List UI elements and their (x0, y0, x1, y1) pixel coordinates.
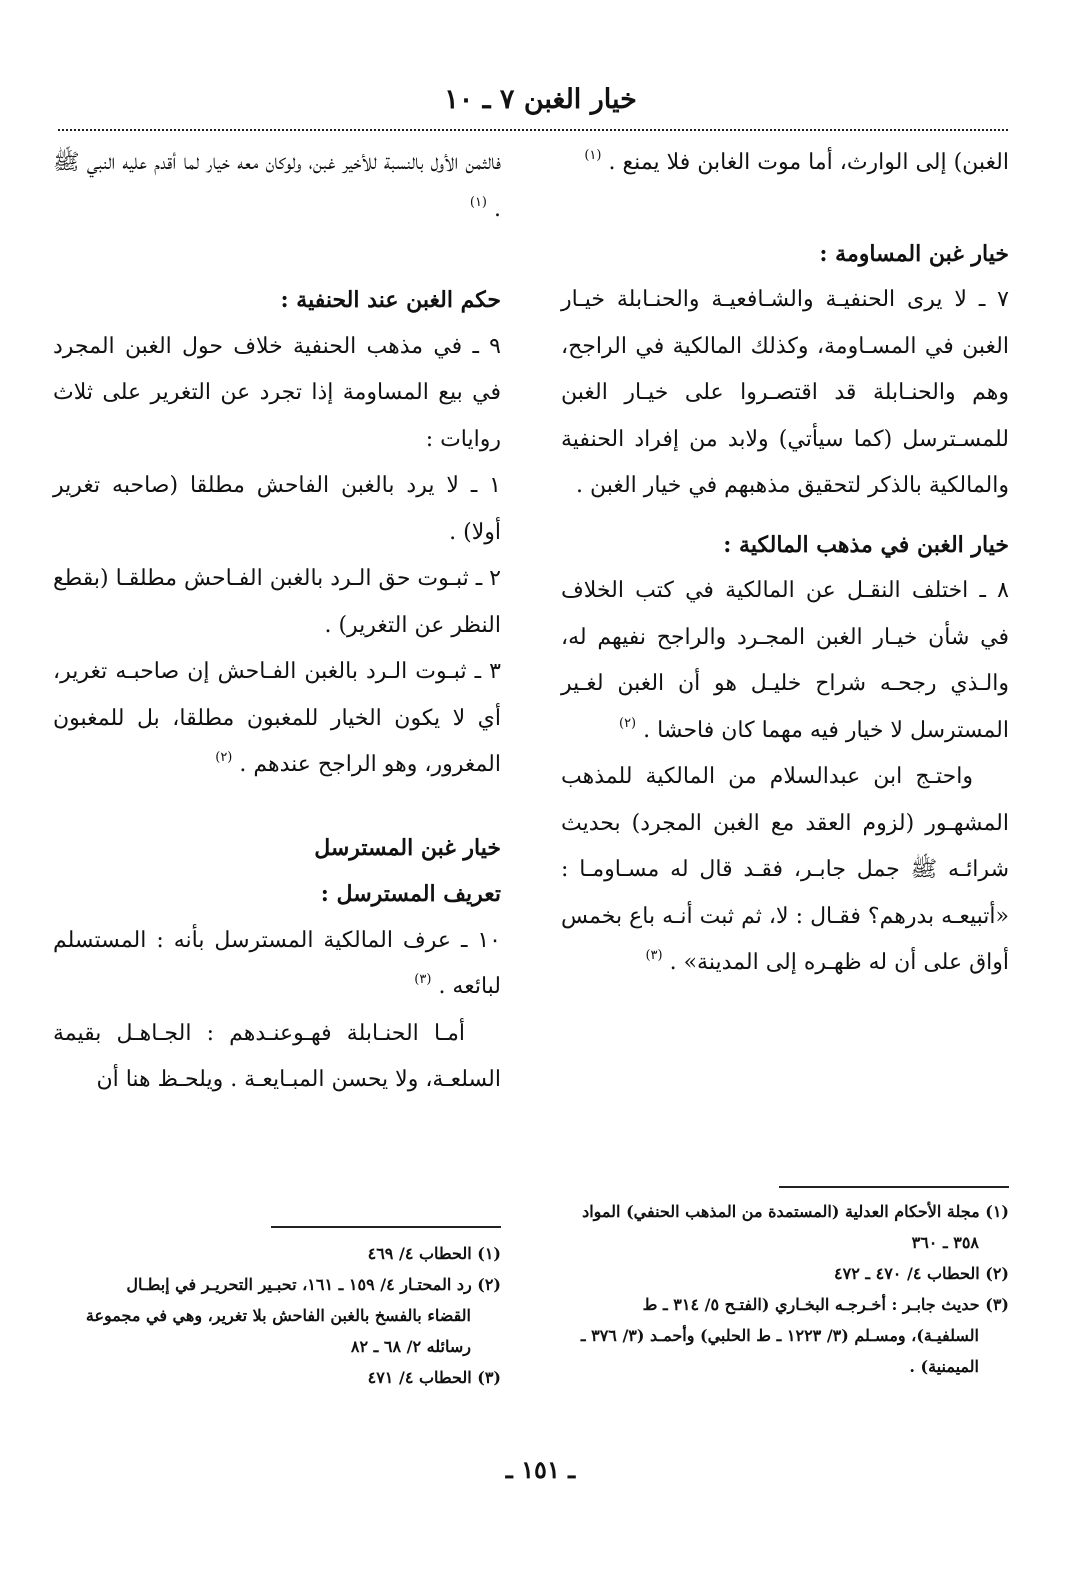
right-column (561, 140, 1009, 987)
footnote-divider-left (271, 1226, 501, 1228)
footnote-item: (٣) الحطاب ٤/ ٤٧١ (367, 1368, 501, 1387)
footnote-continuation: السلفيـة)، ومسـلم (٣/ ١٢٢٣ ـ ط الحلبي) وأحمـد (٣/ ٣٧٦ ـ الميمنية) . (580, 1326, 979, 1376)
footnote-divider-right (779, 1186, 1009, 1188)
header-dotted-divider (58, 129, 1008, 131)
footnote-ref[interactable]: (٣) (414, 972, 432, 987)
footnote-ref[interactable]: (٢) (215, 750, 233, 765)
footnote-ref[interactable]: (١) (584, 148, 602, 163)
footnote-item: (٢) الحطاب ٤/ ٤٧٠ ـ ٤٧٢ (834, 1264, 1009, 1283)
footnote-ref[interactable]: (١) (469, 194, 487, 210)
footnotes-right (561, 1196, 1009, 1382)
paragraph-8b: واحتـج ابن عبدالسلام من المالكية للمذهب المشهـور (لزوم العقد مع الغبن المجرد) بحديث شرائـه ﷺ جمل جابـر، فقـد قال له مسـاومـا : «أتبيعـه بدرهم؟ فقـال : لا، ثم ثبت أنـه باع بخمس أواق على أن له ظهـره إلى المدينة» . $^{(٣)}$ (561, 764, 1009, 975)
page-header-title: خيار الغبن ٧ ـ ١٠ (444, 84, 637, 115)
left-column (53, 140, 501, 1104)
footnotes-left (53, 1238, 501, 1393)
paragraph-9-item-2: ٢ ـ ثبـوت حق الـرد بالغبن الفـاحش مطلقـا (بقطع النظر عن التغرير) . (53, 566, 501, 638)
heading-musawama: خيار غبن المساومة : (819, 240, 1009, 267)
paragraph-10b: أمـا الحنـابلة فهـوعنـدهم : الجـاهـل بقيمة السلعـة، ولا يحسن المبـايعـة . ويلحـظ هنا أن (53, 1020, 501, 1092)
left-intro-paragraph: فالثمن الأول بالنسبة للأخير غبن، ولوكان معه خيار لما أقدم عليه النبي ﷺ . $^{(١)}$ (53, 150, 501, 222)
paragraph-10: ١٠ ـ عرف المالكية المسترسل بأنه : المستسلم لبائعه . $^{(٣)}$ (53, 927, 501, 999)
footnote-ref[interactable]: (٣) (645, 948, 663, 963)
right-intro-paragraph: الغبن) إلى الوارث، أما موت الغابن فلا يمنع . $^{(١)}$ (584, 148, 1009, 175)
heading-maliki: خيار الغبن في مذهب المالكية : (723, 531, 1009, 558)
footnote-continuation: القضاء بالفسخ بالغبن الفاحش بلا تغرير، وهي في مجموعة رسائله ٢/ ٦٨ ـ ٨٢ (85, 1306, 471, 1356)
heading-hanafi: حكم الغبن عند الحنفية : (280, 287, 501, 313)
footnote-continuation: ٣٥٨ ـ ٣٦٠ (911, 1233, 979, 1252)
footnote-ref[interactable]: (٢) (618, 715, 637, 731)
footnote-item: (٢) رد المحتـار ٤/ ١٥٩ ـ ١٦١، تحبـير التحريـر في إبطـال (126, 1275, 501, 1294)
footnote-item: (٣) حديث جابـر : أخـرجـه البخـاري (الفتـح ٥/ ٣١٤ ـ ط (642, 1295, 1009, 1314)
paragraph-9-item-1: ١ ـ لا يرد بالغبن الفاحش مطلقا (صاحبه تغرير أولا) . (53, 473, 501, 545)
footnote-item: (١) الحطاب ٤/ ٤٦٩ (367, 1244, 501, 1263)
heading-mustarsil: خيار غبن المسترسل (314, 834, 501, 861)
paragraph-9-item-3: ٣ ـ ثبـوت الـرد بالغبن الفـاحش إن صاحبـه تغرير، أي لا يكون الخيار للمغبون مطلقا، بل للمغبون المغرور، وهو الراجح عندهم . $^{(٢)}$ (53, 659, 501, 777)
footnote-item: (١) مجلة الأحكام العدلية (المستمدة من المذهب الحنفي) المواد (582, 1202, 1009, 1221)
paragraph-7: ٧ ـ لا يرى الحنفيـة والشـافعيـة والحنـابلة خيـار الغبن في المسـاومة، وكذلك المالكية في الراجح، وهم والحنـابلة قد اقتصـروا على خيـار الغبن للمسـترسل (كما سيأتي) ولابد من إفراد الحنفية والمالكية بالذكر لتحقيق مذهبهم في خيار الغبن . (561, 287, 1009, 498)
subheading-definition: تعريف المسترسل : (320, 881, 501, 907)
paragraph-8: ٨ ـ اختلف النقـل عن المالكية في كتب الخلاف في شأن خيـار الغبن المجـرد والراجح نفيهم له، والـذي رجحـه شراح خليـل هو أن الغبن لغـير المسترسل لا خيار فيه مهما كان فاحشا . $^{(٢)}$ (561, 578, 1009, 743)
paragraph-9: ٩ ـ في مذهب الحنفية خلاف حول الغبن المجرد في بيع المساومة إذا تجرد عن التغرير على ثلاث روايات : (53, 333, 501, 452)
page-number: ـ ١٥١ ـ (505, 1455, 576, 1484)
